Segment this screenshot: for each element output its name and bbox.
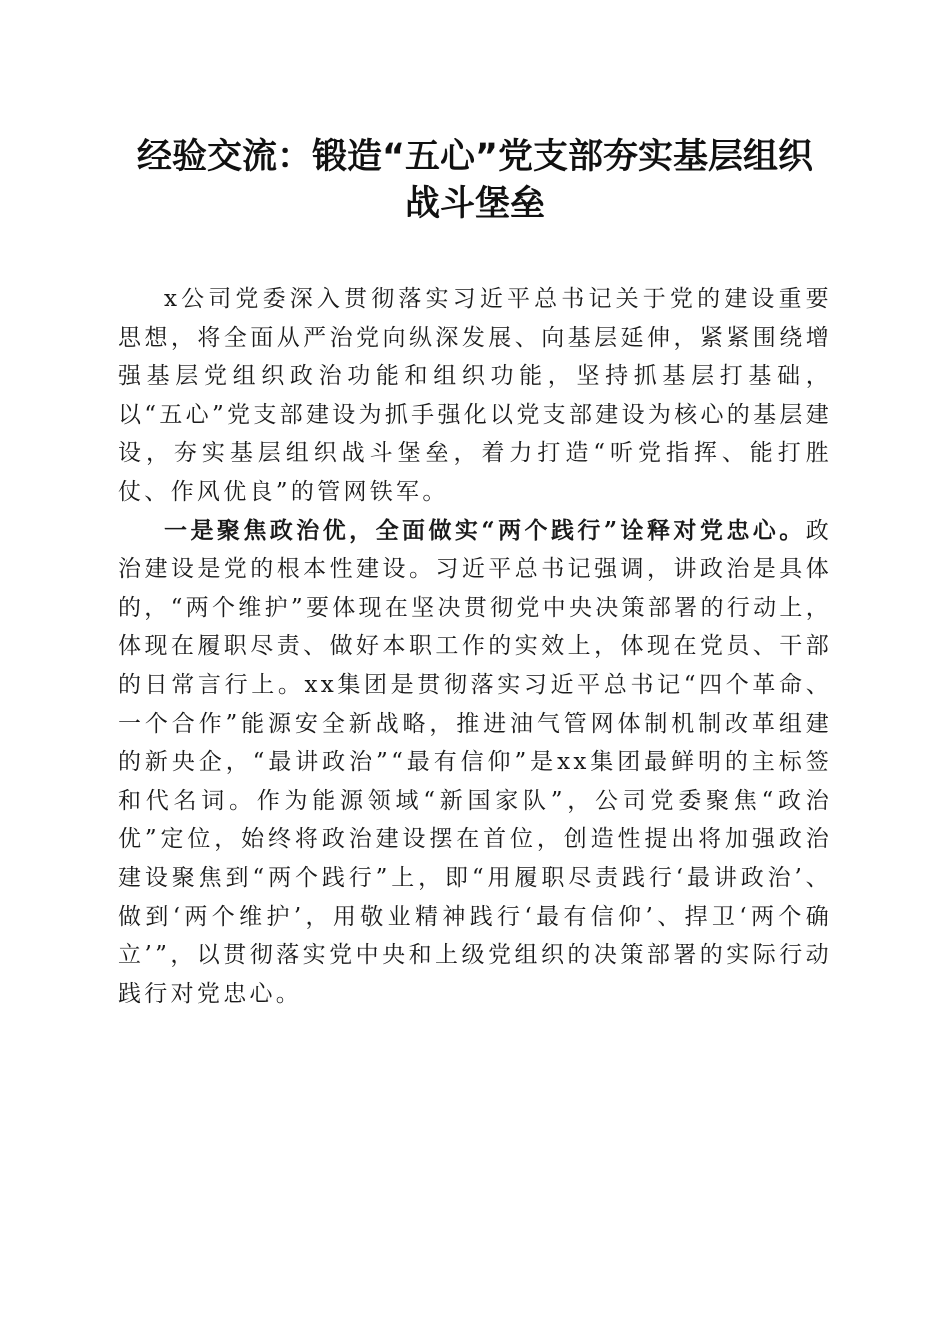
document-body: [118, 280, 832, 1013]
title-line-2: 战斗堡垒: [404, 184, 545, 224]
title-line-1: 经验交流：锻造“五心”党支部夯实基层组织: [136, 137, 813, 177]
paragraph-political: [118, 512, 832, 1014]
paragraph-political-body: 政治建设是党的根本性建设。习近平总书记强调，讲政治是具体的，“两个维护”要体现在坚决贯彻党中央决策部署的行动上，体现在履职尽责、做好本职工作的实效上，体现在党员、干部的日常言行上。xx集团是贯彻落实习近平总书记“四个革命、一个合作”能源安全新战略，推进油气管网体制机制改革组建的新央企，“最讲政治”“最有信仰”是xx集团最鲜明的主标签和代名词。作为能源领域“新国家队”，公司党委聚焦“政治优”定位，始终将政治建设摆在首位，创造性提出将加强政治建设聚焦到“两个践行”上，即“用履职尽责践行‘最讲政治’、做到‘两个维护’，用敬业精神践行‘最有信仰’、捍卫‘两个确立’”，以贯彻落实党中央和上级党组织的决策部署的实际行动践行对党忠心。: [118, 517, 832, 1007]
paragraph-lead-heading: 一是聚焦政治优，全面做实“两个践行”诠释对党忠心。: [164, 516, 806, 544]
document-title: [118, 134, 832, 228]
paragraph-intro: x公司党委深入贯彻落实习近平总书记关于党的建设重要思想，将全面从严治党向纵深发展、向基层延伸，紧紧围绕增强基层党组织政治功能和组织功能，坚持抓基层打基础，以“五心”党支部建设为抓手强化以党支部建设为核心的基层建设，夯实基层组织战斗堡垒，着力打造“听党指挥、能打胜仗、作风优良”的管网铁军。: [118, 286, 832, 505]
